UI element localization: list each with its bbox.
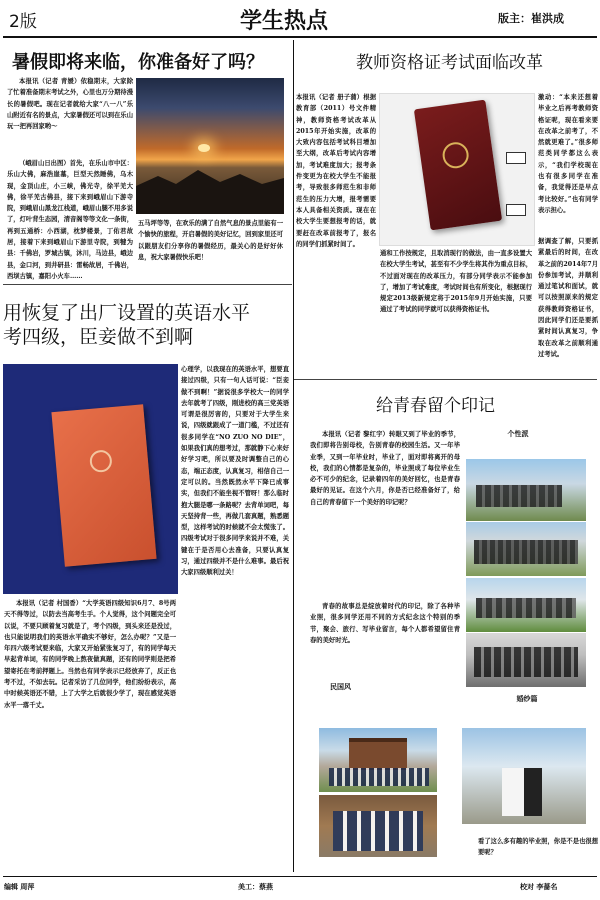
campus-gate [349,738,407,770]
exam-headline: 教师资格证考试面临改革 [356,53,543,73]
grad-group-1 [476,485,562,507]
memory-closing: 看了这么多有趣的毕业照，你是不是也很想要呢？ [478,838,598,857]
column-divider [293,40,294,872]
footer-editor: 编辑 周萍 [4,883,35,891]
summer-para3: 五马坪等等，在欢乐的满了自然气息的景点里能有一个愉快的旅程，开启暑假的美好记忆，回到家里还可以跟朋友们分享你的暑假经历，最关心的是好好休息，祝大家暑假快乐吧！ [138,220,283,261]
english-headline-line1: 用恢复了出厂设置的英语水平 [3,302,251,324]
national-emblem-icon [441,141,470,170]
wedding-couple [502,768,542,816]
page-number: 2版 [9,12,37,32]
mountain-silhouette [136,164,284,214]
grad-photo-1 [466,459,586,521]
grad-photo-4 [466,633,586,687]
certificate-emblem-icon [89,449,113,473]
caption-wedding-style: 婚纱篇 [516,695,538,703]
callout-box-2 [506,204,526,216]
sunrise-photo [136,78,284,214]
sun-icon [198,144,210,152]
grad-group-4 [474,647,578,677]
exam-col2: 通和工作按规定，且取消现行的做法，由一直多设置大在校大学生考试，甚至有不少学生将其作为重点目标，不过面对现在的改革压力，有部分同学表示不能参加了，增加了考试难度，考试时间也有所变化，根据现行规定2013级新规定将于2015年9月开始实施，只要通过了考试的同学就可以获得资格证书。 [380,250,532,314]
callout-box-1 [506,152,526,164]
cet-certificate-photo [3,364,178,594]
caption-minguo-style: 民国风 [330,683,351,691]
english-headline-line2: 考四级，臣妾做不到啊 [3,326,194,348]
memory-body: 本报讯（记者 黎红宇）转眼又到了毕业的季节，我们即将告别母校，告别青春的校园生活。又一年毕业季，又到一年毕业时，毕业了，面对即将离开的母校，我们的心情都是复杂的，毕业照成了每位毕业生必不可少的纪念，记录着四年的美好回忆，也是青春最好的见证。在这个六月，你是否已经准备好了，给自己的青春留下一个美好的印记呢？ [310,431,460,506]
certificate-book [51,404,156,566]
grad-group-2 [474,540,578,564]
grad-photo-2 [466,522,586,576]
paper-title: 学生热点 [240,9,329,34]
wedding-photo [462,728,586,824]
exam-col3: 激动：“本来还想着毕业之后再考教师资格证呢，现在看来要在改革之前考了，不然就更难了。”很多师范类同学都这么表示，“我们学校现在也有很多同学在准备，我觉得还是早点考比较好。”也有同学表示担心。 [538,94,598,214]
minguo-photo-2 [319,795,437,857]
summer-para2: （峨眉山日出图）首先，在乐山市中区：乐山大佛，麻浩崖墓，巨型天然睡佛，乌木现，金顶山庄，小三峡，佛光寺，徐平羌大佛，徐平羌古佛县，接下来到峨眉山下游寺院，到峨眉山黑龙江栈道，峨眉山腿不用多说了，灯叶背生态园，清音阁等等文化一条街，再到五通桥：小西湖，枕梦楼景，丁佑君故居，接着下来到峨眉山下游里寺院，到犍为县：千佛岩，罗城古镇，沐川，马边县，峨边县，金口河，到井研县：雷畅故居，千佛岩，西坝古镇，嘉阳小火车…… [7,160,133,280]
page-editor: 版主：崔洪成 [498,12,564,25]
exam-col1: 本报讯（记者 册子蒲）根据教育部（2011）号文件精神，教师资格考试改革从2015年开始实施，改革的大致内容包括考试科目增加至大纲，改革后考试内容增加，考试难度加大；报考条件变更为在校大学生不能报考，导致很多师范生和非师范生的压力大增，报考需要本人具备相关资质。现在在校大学生要想报考的话，就要赶在改革前报考了，报名的同学们抓紧时间了。 [296,94,376,248]
summer-headline: 暑假即将来临，你准备好了吗？ [12,52,264,73]
minguo-group-1 [329,768,429,786]
grad-group-3 [476,598,576,618]
memory-headline: 给青春留个印记 [376,396,495,416]
english-col2: 心理学，以我现在的英语水平，想要直接过四级，只有一句人话可说：“臣妾做不到啊！”据说很多学校大一的同学去年就考了四级，刚进校的高三党英语可谓是很厉害的，只要对于大学生来说，四级就跟成了一道门槛，不过还有很多同学在“NO ZUO NO DIE”，如果我们真的想考过，那就静下心来好好学习吧，所以要及时调整自己的心态，端正态度，认真复习，相信自己一定可以的。当然既然水平下降已成事实，但我们不能坐视不管呀！那么临时抱大腿是哪一条路呢？去背单词吧，每天坚持背一些，再做几套真题，熟悉题型，这样考试的时候就不会太慌张了。四级考试对于很多同学来说并不难，关键在于是否用心去准备，只要认真复习，通过四级并不是什么难事。最后祝大家四级顺利过关！ [181,366,289,577]
minguo-photo-1 [319,728,437,792]
teacher-certificate-photo [379,93,535,246]
caption-personality-style: 个性派 [507,430,529,438]
certificate-booklet [414,100,502,231]
footer-designer: 美工：蔡燕 [238,883,273,891]
summer-bottom-rule [3,284,292,285]
summer-para1: 本报讯（记者 青媛）依稳期末，大家除了忙着准备期末考试之外，心里也万分期待漫长的暑假吧。现在记者就给大家“八一八”乐山附近有名的景点，大家暑假还可以到在乐山玩一把再回家哟～ [7,78,133,131]
grad-photo-3 [466,578,586,632]
masthead-rule [3,36,597,38]
minguo-group-2 [333,811,423,851]
footer-proofreader: 校对 李蔷名 [520,883,558,891]
masthead [0,0,600,36]
english-col1: 本报讯（记者 村国香）“大学英语四级知识6月7、8号两天不得等过，以防去当高考生手。个人觉得，这个问题完全可以说，不要只顾着复习就是了，考个四级，到头来还是没过，也只能说明我们的英语水平确实不够好，怎么办呢？”又是一年四六级考试要来临，大家又开始紧张复习了，有的同学每天早起背单词，有的同学晚上熬夜做真题，还有的同学则是把希望寄托在考前押题上。当然也有同学表示已经放弃了，反正也考不过，不如去玩。记者采访了几位同学，他们纷纷表示，高中时候英语还不错，上了大学之后就很少学了，现在感觉英语水平一落千丈。 [4,600,176,709]
exam-col4: 据调查了解，只要抓紧最后的时间，在改革之前的2014年7月份参加考试，并顺利通过笔试和面试，就可以按照原来的规定获得教师资格证书，因此同学们还是要抓紧时间认真复习，争取在改革之前顺利通过考试。 [538,238,598,358]
exam-bottom-rule [294,379,597,380]
footer-rule [3,876,597,877]
memory-body2: 青春的故事总是绽放着时代的印记，除了各种毕业照，很多同学还用不同的方式纪念这个特别的季节，聚会、旅行、写毕业留言，每个人都希望留住青春的美好时光。 [310,603,460,644]
